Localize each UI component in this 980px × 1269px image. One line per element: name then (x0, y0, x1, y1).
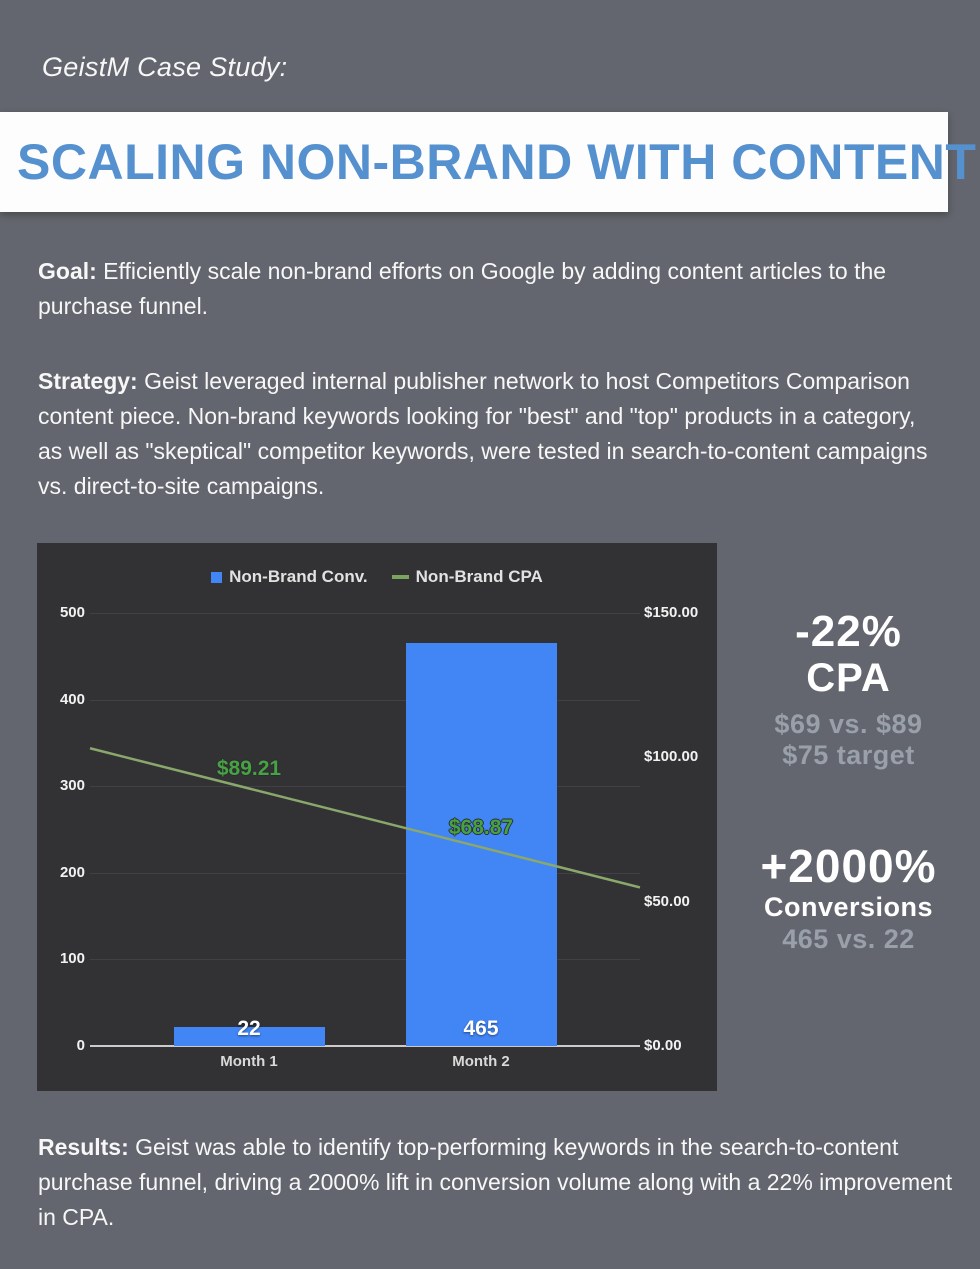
gridline (90, 786, 640, 787)
results-label: Results: (38, 1134, 129, 1160)
stat-conversions-headline: +2000% (760, 840, 937, 892)
bar-value-label: 22 (237, 1017, 261, 1040)
gridline (90, 959, 640, 960)
results-text: Geist was able to identify top-performing keywords in the search-to-content purchase funnel, driving a 2000% lift in conversion volume along with a 22% improvement in CPA. (38, 1134, 953, 1230)
left-axis-tick-label: 300 (59, 777, 85, 795)
stat-cpa-detail-line: $75 target (782, 740, 915, 770)
eyebrow-label: GeistM Case Study: (42, 52, 288, 82)
gridline (90, 873, 640, 874)
stat-cpa-detail-line: $69 vs. $89 (774, 709, 923, 739)
page-title: SCALING NON-BRAND WITH CONTENT (17, 134, 977, 190)
right-axis-tick-label: $50.00 (644, 892, 690, 910)
legend-item-conversions (211, 567, 368, 587)
goal-label: Goal: (38, 258, 97, 284)
left-axis-tick-label: 0 (76, 1037, 85, 1054)
stat-cpa-headline: -22% (795, 607, 902, 656)
stats-column (717, 0, 980, 1269)
legend-item-cpa (378, 567, 543, 587)
right-axis-tick-label: $100.00 (644, 748, 699, 766)
cpa-point-label: $89.21 (216, 757, 282, 781)
left-axis-tick-label: 100 (59, 950, 85, 968)
line-series-swatch-icon (392, 575, 409, 579)
bar-series-swatch-icon (211, 572, 222, 583)
strategy-label: Strategy: (38, 368, 138, 394)
goal-text: Efficiently scale non-brand efforts on Google by adding content articles to the purchase funnel. (38, 258, 887, 319)
cpa-point-label: $68.87 (448, 816, 514, 840)
bar-month-2 (406, 643, 557, 1046)
cpa-line (37, 543, 717, 1091)
category-label: Month 2 (452, 1053, 510, 1070)
strategy-text: Geist leveraged internal publisher network to host Competitors Comparison content piece. Non-brand keywords looking for "best" and "top" products in a category, as well as "skeptical" competitor keywords, were tested in search-to-content campaigns vs. direct-to-site campaigns. (38, 368, 928, 499)
legend-label-cpa: Non-Brand CPA (415, 567, 543, 586)
gridline (90, 700, 640, 701)
gridline (90, 613, 640, 614)
stat-cpa (717, 608, 980, 771)
stat-cpa-details (717, 709, 980, 771)
bar-value-label: 465 (463, 1017, 499, 1040)
legend-label-conversions: Non-Brand Conv. (229, 567, 368, 586)
chart-panel (37, 543, 717, 1091)
stat-conversions-subject: Conversions (763, 892, 934, 922)
stat-conversions (717, 842, 980, 955)
stat-cpa-subject: CPA (806, 656, 891, 700)
right-axis-tick-label: $0.00 (644, 1037, 682, 1054)
stat-conversions-detail-line: 465 vs. 22 (782, 924, 915, 954)
left-axis-tick-label: 400 (59, 690, 85, 708)
category-label: Month 1 (220, 1053, 278, 1070)
left-axis-tick-label: 200 (59, 863, 85, 881)
results-paragraph (38, 1130, 968, 1235)
right-axis-tick-label: $150.00 (644, 604, 699, 621)
left-axis-tick-label: 500 (59, 604, 85, 621)
x-axis-line (90, 1045, 640, 1047)
chart-legend (37, 567, 717, 587)
